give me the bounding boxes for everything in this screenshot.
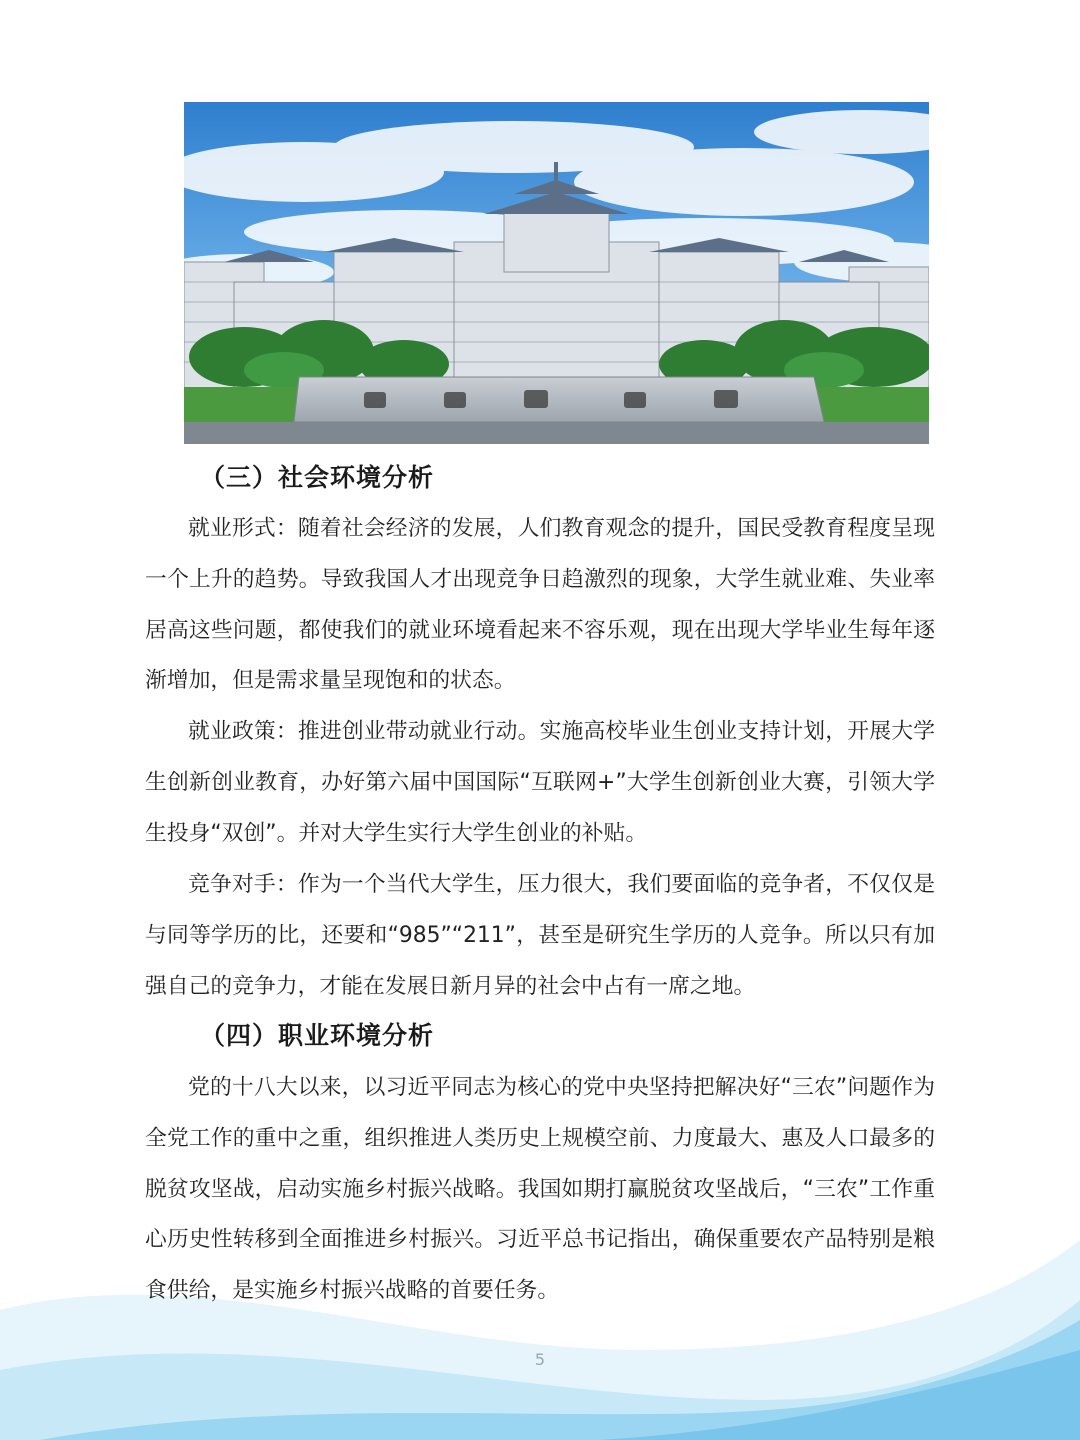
paragraph-rural-revitalization: 党的十八大以来，以习近平同志为核心的党中央坚持把解决好“三农”问题作为全党工作的重中之重，组织推进人类历史上规模空前、力度最大、惠及人口最多的脱贫攻坚战，启动实施乡村振兴战略。我国如期打赢脱贫攻坚战后，“三农”工作重心历史性转移到全面推进乡村振兴。习近平总书记指出，确保重要农产品特别是粮食供给，是实施乡村振兴战略的首要任务。 xyxy=(145,1075,935,1304)
paragraph-employment-form: 就业形式：随着社会经济的发展，人们教育观念的提升，国民受教育程度呈现一个上升的趋势。导致我国人才出现竞争日趋激烈的现象，大学生就业难、失业率居高这些问题，都使我们的就业环境看起来不容乐观，现在出现大学毕业生每年逐渐增加，但是需求量呈现饱和的状态。 xyxy=(145,516,935,694)
page-number: 5 xyxy=(534,1350,546,1369)
section-heading-social-environment: （三）社会环境分析 xyxy=(200,463,435,492)
paragraph-employment-policy: 就业政策：推进创业带动就业行动。实施高校毕业生创业支持计划，开展大学生创新创业教育，办好第六届中国国际“互联网+”大学生创新创业大赛，引领大学生投身“双创”。并对大学生实行大学生创业的补贴。 xyxy=(145,719,935,846)
section-heading-career-environment: （四）职业环境分析 xyxy=(200,1021,435,1050)
paragraph-competitors: 竞争对手：作为一个当代大学生，压力很大，我们要面临的竞争者，不仅仅是与同等学历的比，还要和“985”“211”，甚至是研究生学历的人竞争。所以只有加强自己的竞争力，才能在发展日新月异的社会中占有一席之地。 xyxy=(145,872,935,999)
campus-building-photo xyxy=(184,102,929,444)
